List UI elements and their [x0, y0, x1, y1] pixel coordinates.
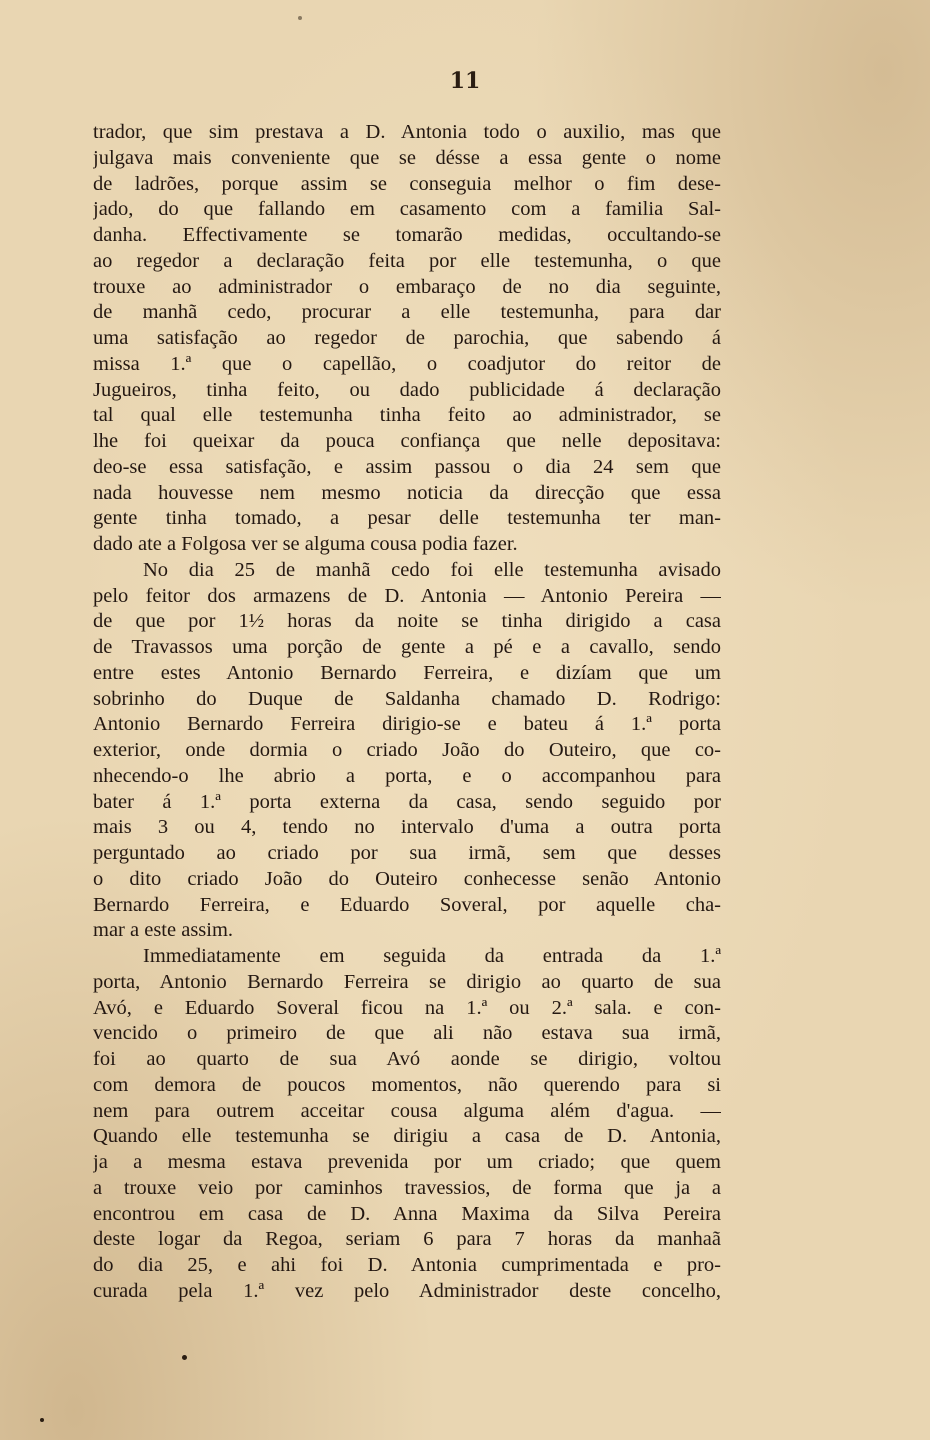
text-line: curada pela 1.ª vez pelo Administrador deste concelho,: [93, 1279, 721, 1302]
ink-spot: [182, 1355, 187, 1360]
text-line: exterior, onde dormia o criado João do Outeiro, que co-: [93, 739, 721, 761]
text-line: pelo feitor dos armazens de D. Antonia — Antonio Pereira —: [93, 584, 721, 607]
text-line: danha. Effectivamente se tomarão medidas, occultando-se: [93, 224, 721, 246]
text-line: jado, do que fallando em casamento com a familia Sal-: [93, 198, 721, 221]
text-line: Antonio Bernardo Ferreira dirigio-se e bateu á 1.ª porta: [93, 713, 721, 736]
text-line: de manhã cedo, procurar a elle testemunha, para dar: [93, 301, 721, 324]
text-line: ja a mesma estava prevenida por um criado; que quem: [93, 1151, 721, 1173]
text-line: vencido o primeiro de que ali não estava sua irmã,: [93, 1022, 721, 1045]
ink-spot: [298, 16, 302, 20]
text-line: porta, Antonio Bernardo Ferreira se dirigio ao quarto de sua: [93, 970, 721, 993]
text-line: Immediatamente em seguida da entrada da 1.ª: [143, 945, 721, 967]
text-line: tal qual elle testemunha tinha feito ao administrador, se: [93, 404, 721, 427]
text-line: lhe foi queixar da pouca confiança que nelle depositava:: [93, 430, 721, 452]
body-text: [93, 120, 721, 1305]
text-line: encontrou em casa de D. Anna Maxima da Silva Pereira: [93, 1202, 721, 1225]
text-line: mais 3 ou 4, tendo no intervalo d'uma a outra porta: [93, 816, 721, 839]
text-line: deste logar da Regoa, seriam 6 para 7 horas da manhaã: [93, 1228, 721, 1251]
text-line: dado ate a Folgosa ver se alguma cousa podia fazer.: [93, 533, 518, 555]
text-line: julgava mais conveniente que se désse a essa gente o nome: [93, 146, 721, 169]
text-line: Quando elle testemunha se dirigiu a casa de D. Antonia,: [93, 1125, 721, 1148]
text-line: do dia 25, e ahi foi D. Antonia cumprimentada e pro-: [93, 1254, 721, 1276]
text-line: a trouxe veio por caminhos travessios, de forma que ja a: [93, 1176, 721, 1199]
text-line: perguntado ao criado por sua irmã, sem que desses: [93, 842, 721, 864]
text-line: nada houvesse nem mesmo noticia da direcção que essa: [93, 481, 721, 504]
text-line: de Travassos uma porção de gente a pé e a cavallo, sendo: [93, 636, 721, 658]
text-line: com demora de poucos momentos, não querendo para si: [93, 1073, 721, 1096]
text-line: gente tinha tomado, a pesar delle testemunha ter man-: [93, 507, 721, 530]
text-line: foi ao quarto de sua Avó aonde se dirigio, voltou: [93, 1048, 721, 1070]
text-line: missa 1.ª que o capellão, o coadjutor do reitor de: [93, 352, 721, 375]
text-line: trador, que sim prestava a D. Antonia todo o auxilio, mas que: [93, 121, 721, 143]
text-line: ao regedor a declaração feita por elle testemunha, o que: [93, 249, 721, 272]
text-line: nem para outrem acceitar cousa alguma além d'agua. —: [93, 1099, 721, 1122]
text-line: sobrinho do Duque de Saldanha chamado D. Rodrigo:: [93, 687, 721, 710]
page-number: 11: [449, 68, 481, 94]
text-line: o dito criado João do Outeiro conhecesse senão Antonio: [93, 867, 721, 890]
text-line: nhecendo-o lhe abrio a porta, e o accompanhou para: [93, 764, 721, 787]
text-line: Bernardo Ferreira, e Eduardo Soveral, por aquelle cha-: [93, 893, 721, 916]
ink-spot: [40, 1418, 44, 1422]
text-line: uma satisfação ao regedor de parochia, que sabendo á: [93, 327, 721, 349]
text-line: mar a este assim.: [93, 919, 234, 942]
text-line: de que por 1½ horas da noite se tinha dirigido a casa: [93, 610, 721, 633]
text-line: No dia 25 de manhã cedo foi elle testemunha avisado: [143, 558, 721, 581]
text-line: Jugueiros, tinha feito, ou dado publicidade á declaração: [93, 378, 721, 401]
text-line: entre estes Antonio Bernardo Ferreira, e dizíam que um: [93, 661, 721, 684]
text-line: de ladrões, porque assim se conseguia melhor o fim dese-: [93, 172, 721, 195]
text-line: bater á 1.ª porta externa da casa, sendo seguido por: [93, 790, 721, 813]
text-line: Avó, e Eduardo Soveral ficou na 1.ª ou 2.ª sala. e con-: [93, 996, 721, 1019]
text-line: trouxe ao administrador o embaraço de no dia seguinte,: [93, 275, 721, 298]
text-line: deo-se essa satisfação, e assim passou o dia 24 sem que: [93, 455, 721, 478]
